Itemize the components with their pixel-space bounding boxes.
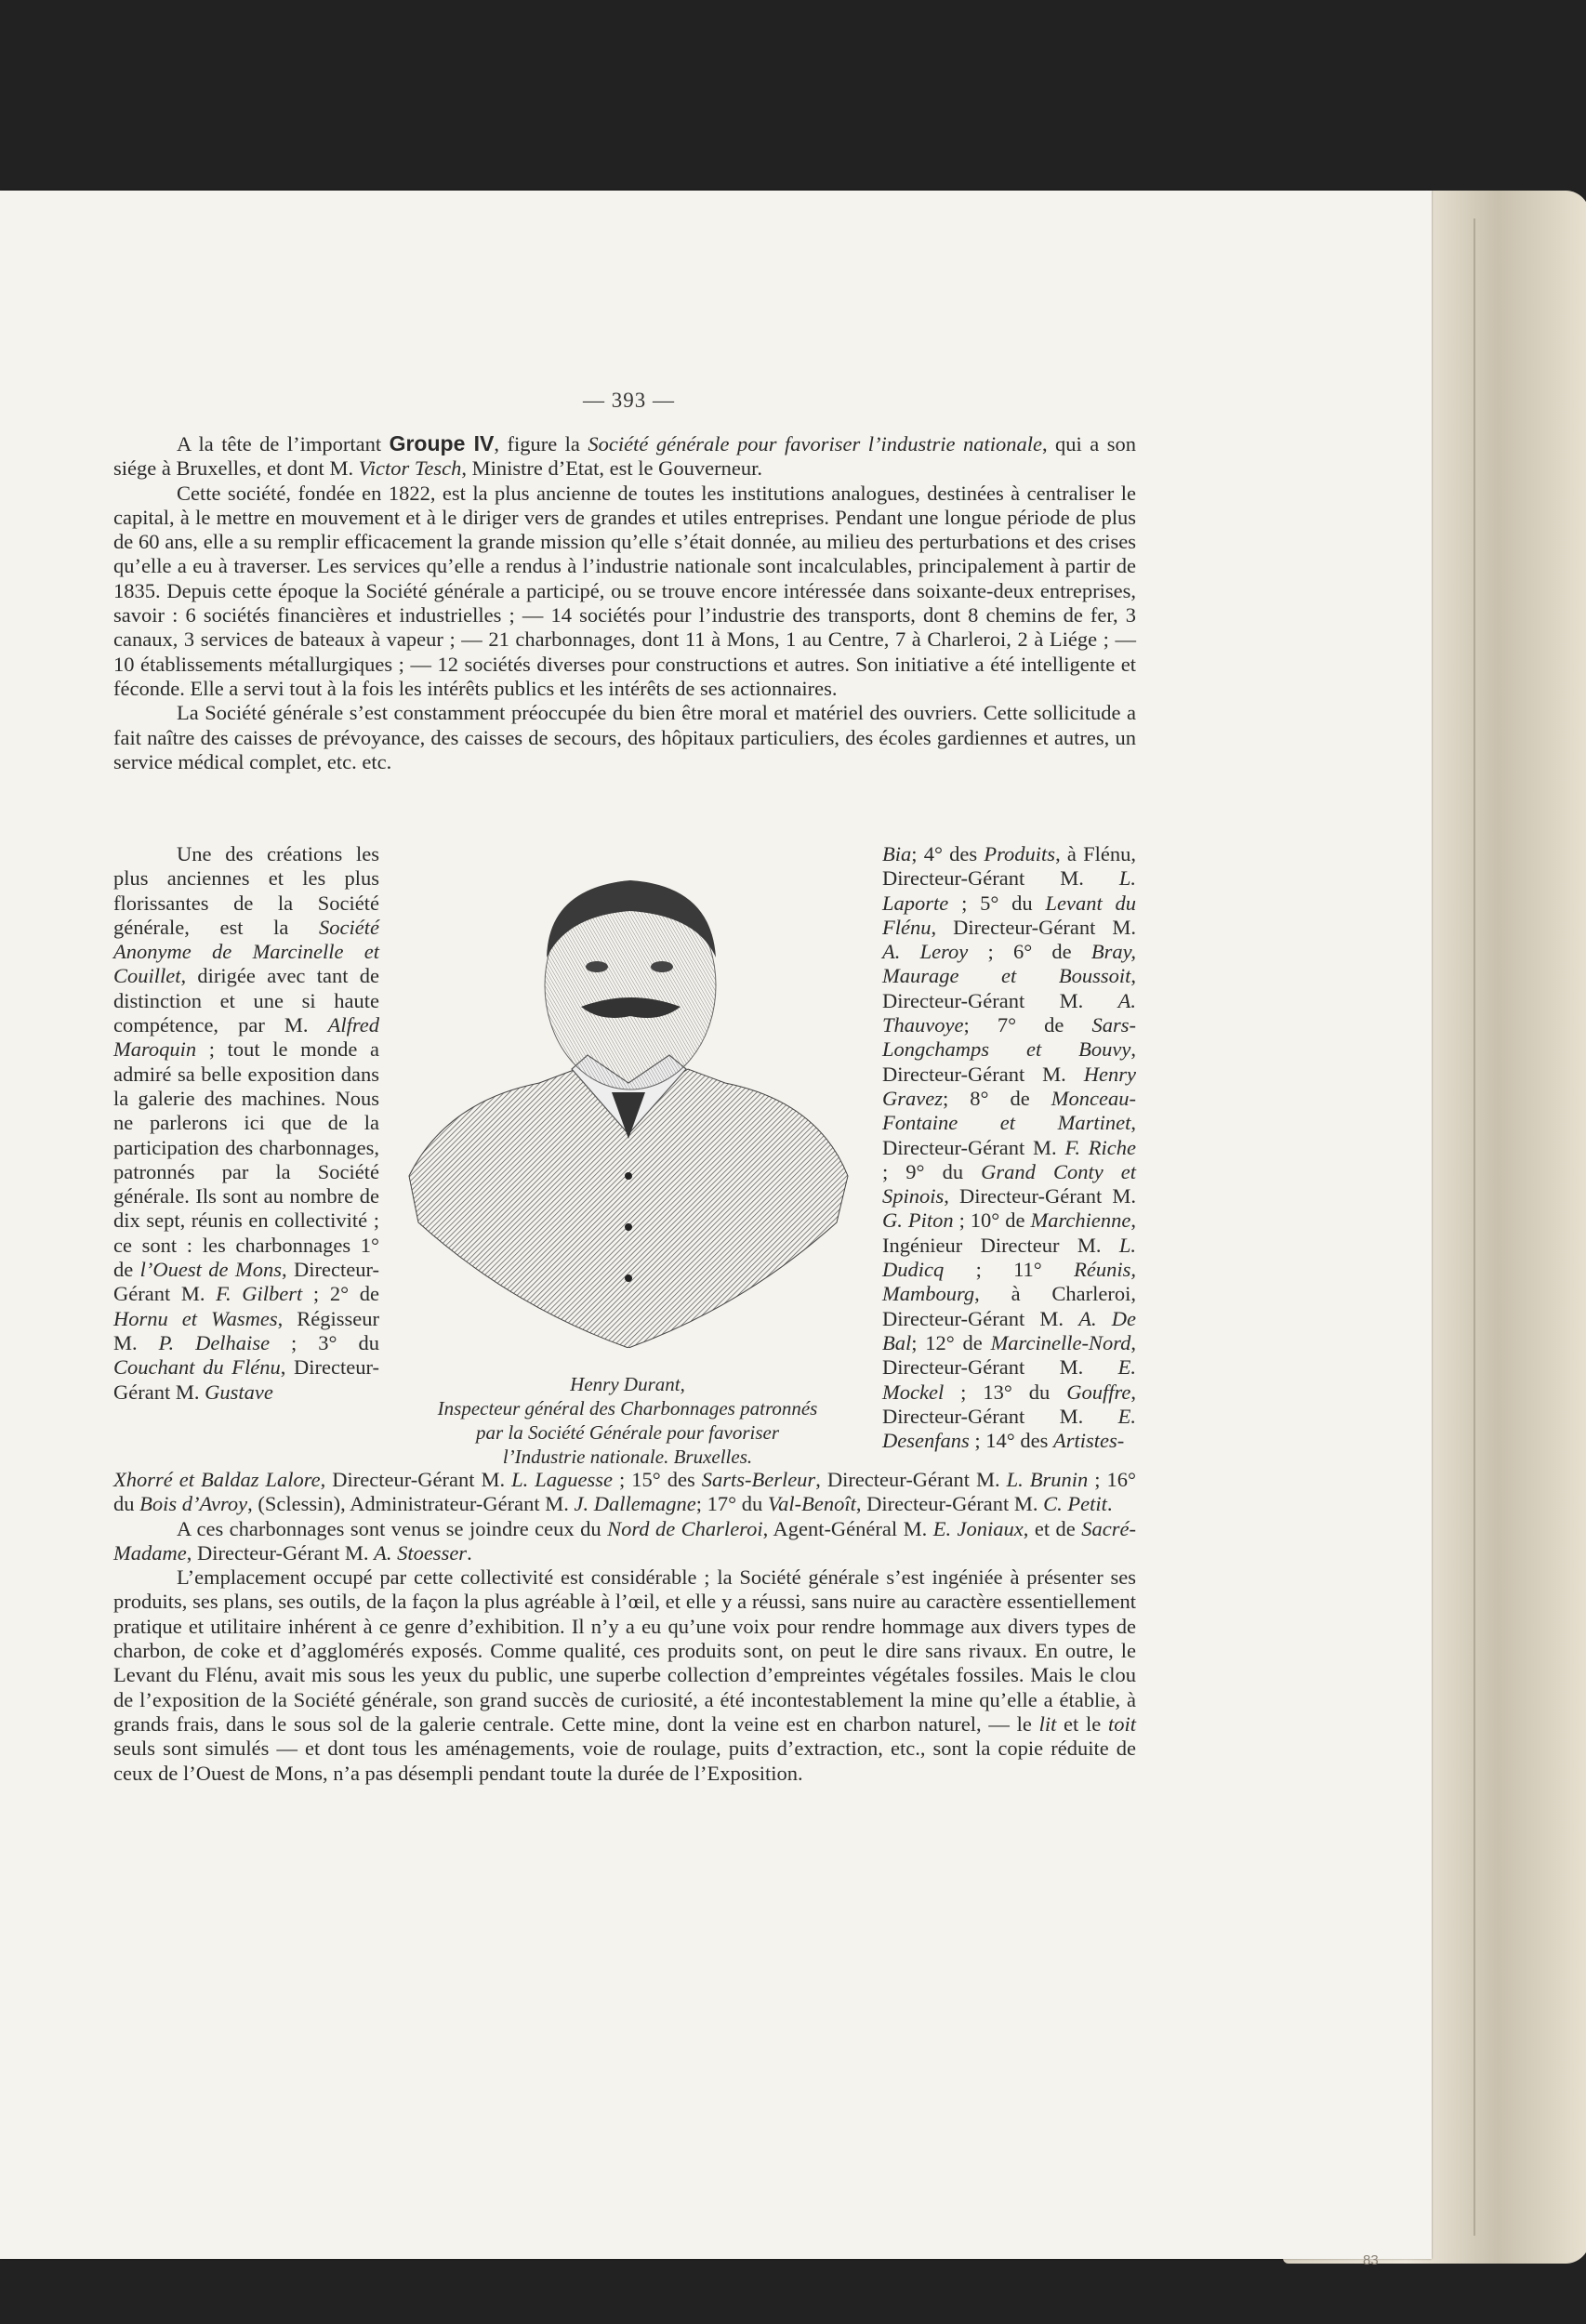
corner-pencil-mark: 83 xyxy=(1363,2252,1379,2268)
caption-line-4: l’Industrie nationale. Bruxelles. xyxy=(502,1446,753,1468)
right-column: Bia; 4° des Produits, à Flénu, Directeur-Gérant M. L. Laporte ; 5° du Levant du Flénu, Directeur-Gérant M. A. Leroy ; 6° de Bray, Maurage et Boussoit, Directeur-Gérant M. A. Thauvoye; 7° de Sars-Longchamps et Bouvy, Directeur-Gérant M. Henry Gravez; 8° de Monceau-Fontaine et Martinet, Directeur-Gérant M. F. Riche ; 9° du Grand Conty et Spinois, Directeur-Gérant M. G. Piton ; 10° de Marchienne, Ingénieur Directeur M. L. Dudicq ; 11° Réunis, Mambourg, à Charleroi, Directeur-Gérant M. A. De Bal; 12° de Marcinelle-Nord, Directeur-Gérant M. E. Mockel ; 13° du Gouffre, Directeur-Gérant M. E. Desenfans ; 14° des Artistes- xyxy=(882,842,1136,1453)
intro-paragraph-1: A la tête de l’important Groupe IV, figure la Société générale pour favoriser l’industrie nationale, qui a son siége à Bruxelles, et dont M. Victor Tesch, Ministre d’Etat, est le Gouverneur. xyxy=(113,431,1137,481)
closing-text xyxy=(113,1468,1136,1786)
caption-line-2: Inspecteur général des Charbonnages patronnés xyxy=(437,1397,818,1419)
intro-text xyxy=(113,431,1136,774)
intro-paragraph-2: Cette société, fondée en 1822, est la plus ancienne de toutes les institutions analogues, destinées à centraliser le capital, à le mettre en mouvement et à le diriger vers de grandes et utiles entreprises. Pendant une longue période de plus de 60 ans, elle a su remplir efficacement la grande mission qu’elle s’était donnée, au milieu des perturbations et des crises qu’elle a eu à traverser. Les services qu’elle a rendus à l’industrie nationale sont incalculables, principalement à partir de 1835. Depuis cette époque la Société générale a participé, ou se trouve encore intéressée dans soixante-deux entreprises, savoir : 6 sociétés financières et industrielles ; — 14 sociétés pour l’industrie des transports, dont 8 chemins de fer, 3 canaux, 3 services de bateaux à vapeur ; — 21 charbonnages, dont 11 à Mons, 1 au Centre, 7 à Charleroi, 2 à Liége ; — 10 établissements métallurgiques ; — 12 sociétés diverses pour constructions et autres. Son initiative a été intelligente et féconde. Elle a servi tout à la fois les intérêts publics et les intérêts de ses actionnaires. xyxy=(113,481,1136,700)
intro-paragraph-3: La Société générale s’est constamment préoccupée du bien être moral et matériel des ouvriers. Cette sollicitude a fait naître des caisses de prévoyance, des caisses de secours, des hôpitaux particuliers, des écoles gardiennes et autres, un service médical complet, etc. etc. xyxy=(113,701,1136,773)
page-number: — 393 — xyxy=(583,389,675,412)
closing-paragraph-2: L’emplacement occupé par cette collectivité est considérable ; la Société générale s’est ingéniée à présenter ses produits, ses plans, ses outils, de la façon la plus agréable à l’œil, et elle y a réussi, sans nuire au caractère essentiellement pratique et utilitaire inhérent à ce genre d’exhibition. Il n’y a eu qu’une voix pour rendre hommage aux divers types de charbon, de coke et d’agglomérés exposés. Comme qualité, ces produits sont, on peut le dire sans rivaux. En outre, le Levant du Flénu, avait mis sous les yeux du public, une superbe collection d’empreintes végétales fossiles. Mais le clou de l’exposition de la Société générale, son grand succès de curiosité, a été incontestablement la mine qu’elle a établie, à grands frais, dans le sous sol de la galerie centrale. Cette mine, dont la veine est en charbon naturel, — le lit et le toit seuls sont simulés — et dont tous les aménagements, voie de roulage, puits d’extraction, etc., sont la copie réduite de ceux de l’Ouest de Mons, n’a pas désempli pendant toute la durée de l’Exposition. xyxy=(113,1565,1136,1785)
closing-paragraph-1: A ces charbonnages sont venus se joindre ceux du Nord de Charleroi, Agent-Général M. E. Joniaux, et de Sacré-Madame, Directeur-Gérant M. A. Stoesser. xyxy=(113,1516,1136,1565)
left-column: Une des créations les plus anciennes et les plus florissantes de la Société générale, est la Société Anonyme de Marcinelle et Couillet, dirigée avec tant de distinction et une si haute compétence, par M. Alfred Maroquin ; tout le monde a admiré sa belle exposition dans la galerie des machines. Nous ne parlerons ici que de la participation des charbonnages, patronnés par la Société générale. Ils sont au nombre de dix sept, réunis en collectivité ; ce sont : les charbonnages 1° de l’Ouest de Mons, Directeur-Gérant M. F. Gilbert ; 2° de Hornu et Wasmes, Régisseur M. P. Delhaise ; 3° du Couchant du Flénu, Directeur-Gérant M. Gustave xyxy=(113,842,380,1404)
portrait-engraving xyxy=(390,869,866,1348)
portrait-caption xyxy=(400,1372,855,1469)
caption-name: Henry Durant, xyxy=(570,1373,685,1395)
continuation-paragraph: Xhorré et Baldaz Lalore, Directeur-Gérant M. L. Laguesse ; 15° des Sarts-Berleur, Directeur-Gérant M. L. Brunin ; 16° du Bois d’Avroy, (Sclessin), Administrateur-Gérant M. J. Dallemagne; 17° du Val-Benoît, Directeur-Gérant M. C. Petit. xyxy=(113,1468,1137,1516)
caption-line-3: par la Société Générale pour favoriser xyxy=(475,1421,780,1444)
